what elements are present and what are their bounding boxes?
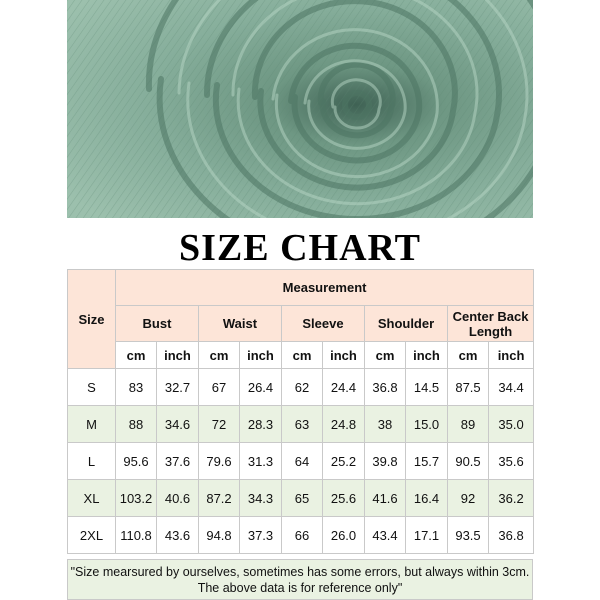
table-cell: 92 (448, 480, 489, 517)
unit-inch: inch (489, 342, 534, 369)
table-cell: 15.7 (406, 443, 448, 480)
table-cell: 94.8 (199, 517, 240, 554)
size-label: XL (68, 480, 116, 517)
table-cell: 28.3 (240, 406, 282, 443)
table-cell: 25.6 (323, 480, 365, 517)
unit-inch: inch (323, 342, 365, 369)
table-cell: 36.8 (365, 369, 406, 406)
size-label: S (68, 369, 116, 406)
unit-cm: cm (365, 342, 406, 369)
table-cell: 34.6 (157, 406, 199, 443)
table-cell: 95.6 (116, 443, 157, 480)
table-row (68, 443, 534, 480)
table-cell: 88 (116, 406, 157, 443)
table-row (68, 406, 534, 443)
table-cell: 34.3 (240, 480, 282, 517)
table-cell: 36.8 (489, 517, 534, 554)
size-label: L (68, 443, 116, 480)
measurement-header: Measurement (116, 270, 534, 306)
size-label: 2XL (68, 517, 116, 554)
table-cell: 87.5 (448, 369, 489, 406)
column-header-bust: Bust (116, 306, 199, 342)
table-cell: 26.4 (240, 369, 282, 406)
table-cell: 93.5 (448, 517, 489, 554)
table-cell: 35.6 (489, 443, 534, 480)
table-cell: 43.6 (157, 517, 199, 554)
table-cell: 83 (116, 369, 157, 406)
table-cell: 64 (282, 443, 323, 480)
table-cell: 103.2 (116, 480, 157, 517)
size-label: M (68, 406, 116, 443)
table-cell: 110.8 (116, 517, 157, 554)
unit-inch: inch (157, 342, 199, 369)
table-cell: 40.6 (157, 480, 199, 517)
note-line-1: "Size mearsured by ourselves, sometimes has some errors, but always within 3cm. (70, 565, 530, 579)
column-header-sleeve: Sleeve (282, 306, 365, 342)
table-cell: 24.4 (323, 369, 365, 406)
unit-cm: cm (282, 342, 323, 369)
table-cell: 35.0 (489, 406, 534, 443)
table-cell: 90.5 (448, 443, 489, 480)
table-cell: 15.0 (406, 406, 448, 443)
table-cell: 43.4 (365, 517, 406, 554)
reference-note (67, 559, 533, 600)
table-row (68, 517, 534, 554)
table-cell: 31.3 (240, 443, 282, 480)
table-cell: 32.7 (157, 369, 199, 406)
unit-cm: cm (116, 342, 157, 369)
table-cell: 34.4 (489, 369, 534, 406)
table-cell: 38 (365, 406, 406, 443)
table-cell: 87.2 (199, 480, 240, 517)
table-cell: 63 (282, 406, 323, 443)
column-header-center-back-length: Center Back Length (448, 306, 534, 342)
size-chart-table (67, 269, 534, 554)
table-cell: 14.5 (406, 369, 448, 406)
size-header: Size (68, 270, 116, 369)
column-header-waist: Waist (199, 306, 282, 342)
unit-inch: inch (240, 342, 282, 369)
fabric-photo (67, 0, 533, 218)
table-cell: 65 (282, 480, 323, 517)
table-cell: 66 (282, 517, 323, 554)
table-cell: 72 (199, 406, 240, 443)
table-cell: 36.2 (489, 480, 534, 517)
table-cell: 39.8 (365, 443, 406, 480)
size-chart-title: SIZE CHART (178, 227, 421, 269)
table-cell: 25.2 (323, 443, 365, 480)
table-cell: 37.3 (240, 517, 282, 554)
table-row (68, 369, 534, 406)
table-cell: 37.6 (157, 443, 199, 480)
table-cell: 89 (448, 406, 489, 443)
table-cell: 67 (199, 369, 240, 406)
table-cell: 24.8 (323, 406, 365, 443)
unit-inch: inch (406, 342, 448, 369)
table-cell: 26.0 (323, 517, 365, 554)
table-cell: 62 (282, 369, 323, 406)
column-header-shoulder: Shoulder (365, 306, 448, 342)
table-cell: 41.6 (365, 480, 406, 517)
unit-cm: cm (448, 342, 489, 369)
table-cell: 79.6 (199, 443, 240, 480)
table-cell: 17.1 (406, 517, 448, 554)
table-cell: 16.4 (406, 480, 448, 517)
unit-cm: cm (199, 342, 240, 369)
table-row (68, 480, 534, 517)
note-line-2: The above data is for reference only" (197, 581, 403, 595)
